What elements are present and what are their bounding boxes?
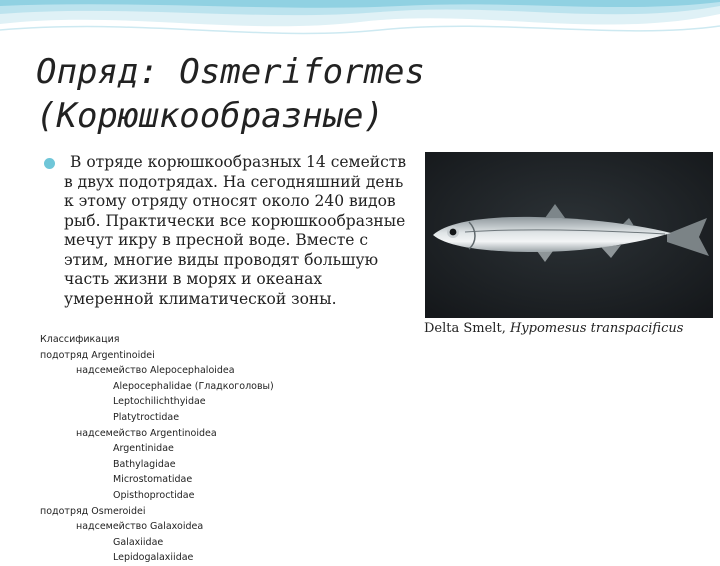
caption-species-name: Hypomesus transpacificus (509, 321, 684, 336)
classification-item: Platytroctidae (113, 411, 180, 423)
fish-photo (425, 152, 713, 318)
classification-item: Alepocephalidae (Гладкоголовы) (113, 380, 274, 392)
classification-item: Microstomatidae (113, 474, 193, 486)
classification-item: Opisthoproctidae (113, 489, 195, 501)
title-line-1: Опряд: Osmeriformes (36, 52, 425, 92)
classification-item: подотряд Argentinoidei (40, 349, 155, 361)
classification-item: Argentinidae (113, 443, 174, 455)
bullet-paragraph: В отряде корюшкообразных 14 семейств в двух подотрядах. На сегодняшний день к этому отряду относят около 240 видов рыб. Практически все корюшкообразные мечут икру в пресной воде. Вместе с этим, многие виды проводят большую часть жизни в морях и океанах умеренной климатической зоны. (64, 153, 407, 308)
classification-item: надсемейство Argentinoidea (76, 427, 217, 439)
classification-item: надсемейство Alepocephaloidea (76, 365, 235, 377)
classification-list (40, 332, 400, 566)
classification-item: Galaxiidae (113, 536, 164, 548)
slide-title (36, 50, 696, 138)
classification-item: Lepidogalaxiidae (113, 552, 194, 564)
classification-item: Leptochilichthyidae (113, 396, 206, 408)
classification-item: Классификация (40, 334, 120, 345)
classification-item: Bathylagidae (113, 458, 176, 470)
caption-common-name: Delta Smelt, (424, 321, 510, 336)
classification-item: подотряд Osmeroidei (40, 505, 146, 517)
bullet-dot-icon (44, 158, 55, 169)
title-line-2: (Корюшкообразные) (36, 96, 384, 136)
classification-item: надсемейство Galaxoidea (76, 521, 204, 533)
photo-caption (424, 321, 720, 336)
